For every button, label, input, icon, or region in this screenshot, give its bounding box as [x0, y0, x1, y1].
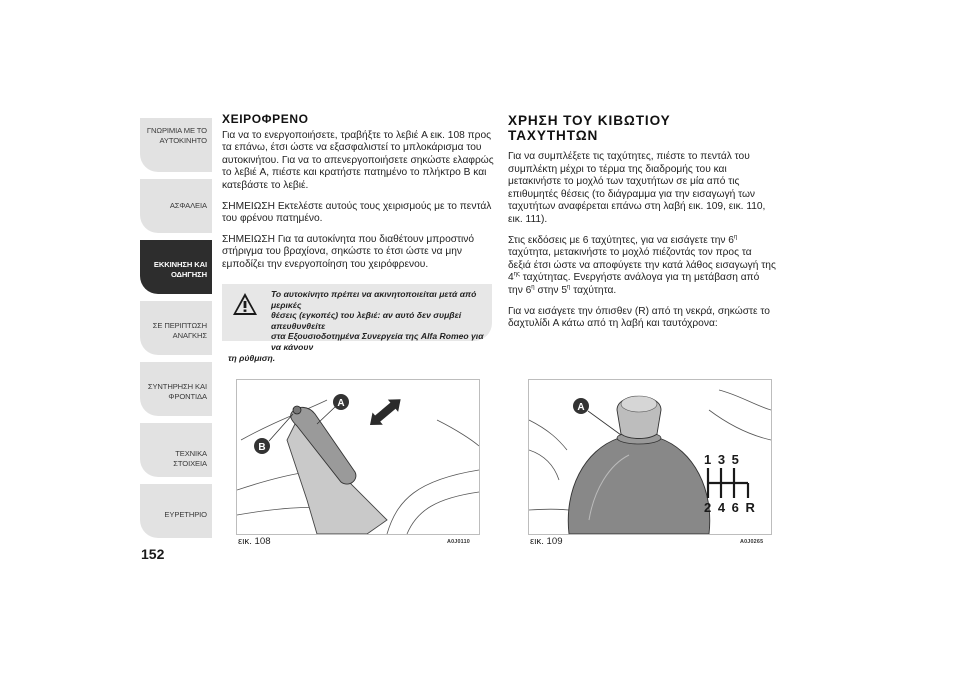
tab-getting-to-know[interactable]: ΓΝΩΡΙΜΙΑ ΜΕ ΤΟ ΑΥΤΟΚΙΝΗΤΟ	[140, 118, 212, 172]
tab-technical-data[interactable]: ΤΕΧΝΙΚΑ ΣΤΟΙΧΕΙΑ	[140, 423, 212, 477]
svg-text:1 3 5: 1 3 5	[704, 452, 741, 467]
figure-109-gear-lever	[528, 379, 772, 535]
svg-text:A: A	[337, 398, 345, 409]
tab-starting-driving[interactable]: ΕΚΚΙΝΗΣΗ ΚΑΙ ΟΔΗΓΗΣΗ	[140, 240, 212, 294]
handbrake-note-2: ΣΗΜΕΙΩΣΗ Για τα αυτοκίνητα που διαθέτουν μπροστινό στήριγμα του βραχίονα, σηκώστε το έτσι ώστε να μην εμποδίζει την ενεργοποίηση του χειρόφρενου.	[222, 233, 475, 270]
handbrake-note-1: ΣΗΜΕΙΩΣΗ Εκτελέστε αυτούς τους χειρισμούς με το πεντάλ του φρένου πατημένο.	[222, 200, 492, 225]
figure-109-code: A0J0265	[740, 539, 764, 545]
figure-108-code: A0J0110	[447, 539, 470, 545]
warning-box	[222, 284, 492, 363]
warning-text: Το αυτοκίνητο πρέπει να ακινητοποιείται μετά από μερικές θέσεις (εγκοπές) του λεβιέ: αν αυτό δεν συμβεί απευθυνθείτε στα Εξουσιοδοτημένα Συνεργεία της Alfa Romeo για να κάνουν τη ρύθμιση.	[228, 289, 484, 363]
handbrake-illustration	[237, 380, 479, 534]
right-column	[508, 113, 776, 339]
tab-maintenance[interactable]: ΣΥΝΤΗΡΗΣΗ ΚΑΙ ΦΡΟΝΤΙΔΑ	[140, 362, 212, 416]
tab-emergency[interactable]: ΣΕ ΠΕΡΙΠΤΩΣΗ ΑΝΑΓΚΗΣ	[140, 301, 212, 355]
gear-lever-illustration	[529, 380, 771, 534]
handbrake-heading: ΧΕΙΡΟΦΡΕΝΟ	[222, 112, 309, 126]
page-number: 152	[141, 546, 165, 562]
tab-safety[interactable]: ΑΣΦΑΛΕΙΑ	[140, 179, 212, 233]
gearbox-paragraph-1: Για να συμπλέξετε τις ταχύτητες, πιέστε το πεντάλ του συμπλέκτη μέχρι το τέρμα της διαδρομής του και μετακινήστε το μοχλό των ταχυτήτων σε μία από τις επιθυμητές θέσεις (το διάγραμμα για την εισαγωγή των ταχυτήτων αναφέρεται επάνω στη λαβή εικ. 109, εικ. 110, εικ. 111).	[508, 151, 766, 225]
figure-108-handbrake	[236, 379, 480, 535]
left-column	[222, 113, 494, 280]
svg-text:B: B	[258, 442, 266, 453]
tab-index[interactable]: ΕΥΡΕΤΗΡΙΟ	[140, 484, 212, 538]
gearbox-paragraph-3: Για να εισάγετε την όπισθεν (R) από τη νεκρά, σηκώστε το δαχτυλίδι A κάτω από τη λαβή και ταυτόχρονα:	[508, 305, 770, 330]
gearbox-heading: ΧΡΗΣΗ ΤΟΥ ΚΙΒΩΤΙΟΥ ΤΑΧΥΤΗΤΩΝ	[508, 113, 671, 143]
figure-109-caption: εικ. 109	[530, 536, 563, 547]
svg-text:2 4 6 R: 2 4 6 R	[704, 500, 757, 515]
gearbox-paragraph-2: Στις εκδόσεις με 6 ταχύτητες, για να εισάγετε την $6^\eta$ ταχύτητα, μετακινήστε το μοχλό πιέζοντάς τον προς τα δεξιά έτσι ώστε να αποφύγετε την κατά λάθος εισαγωγή της $4^{\eta\varsigma}$ ταχύτητας. Ενεργήστε ανάλογα για τη μετάβαση από την $6^\eta$ στην $5^\eta$ ταχύτητα.	[508, 234, 776, 296]
figure-108-caption: εικ. 108	[238, 536, 271, 547]
handbrake-paragraph-1: Για να το ενεργοποιήσετε, τραβήξτε το λεβιέ A εικ. 108 προς τα επάνω, έτσι ώστε να εξασφαλιστεί το μπλοκάρισμα του αυτοκινήτου. Για να το απενεργοποιήσετε σηκώστε ελαφρώς το λεβιέ A, πιέστε και κρατήστε πατημένο το πλήκτρο B και κατεβάστε το λεβιέ.	[222, 129, 494, 191]
svg-text:A: A	[577, 402, 585, 413]
